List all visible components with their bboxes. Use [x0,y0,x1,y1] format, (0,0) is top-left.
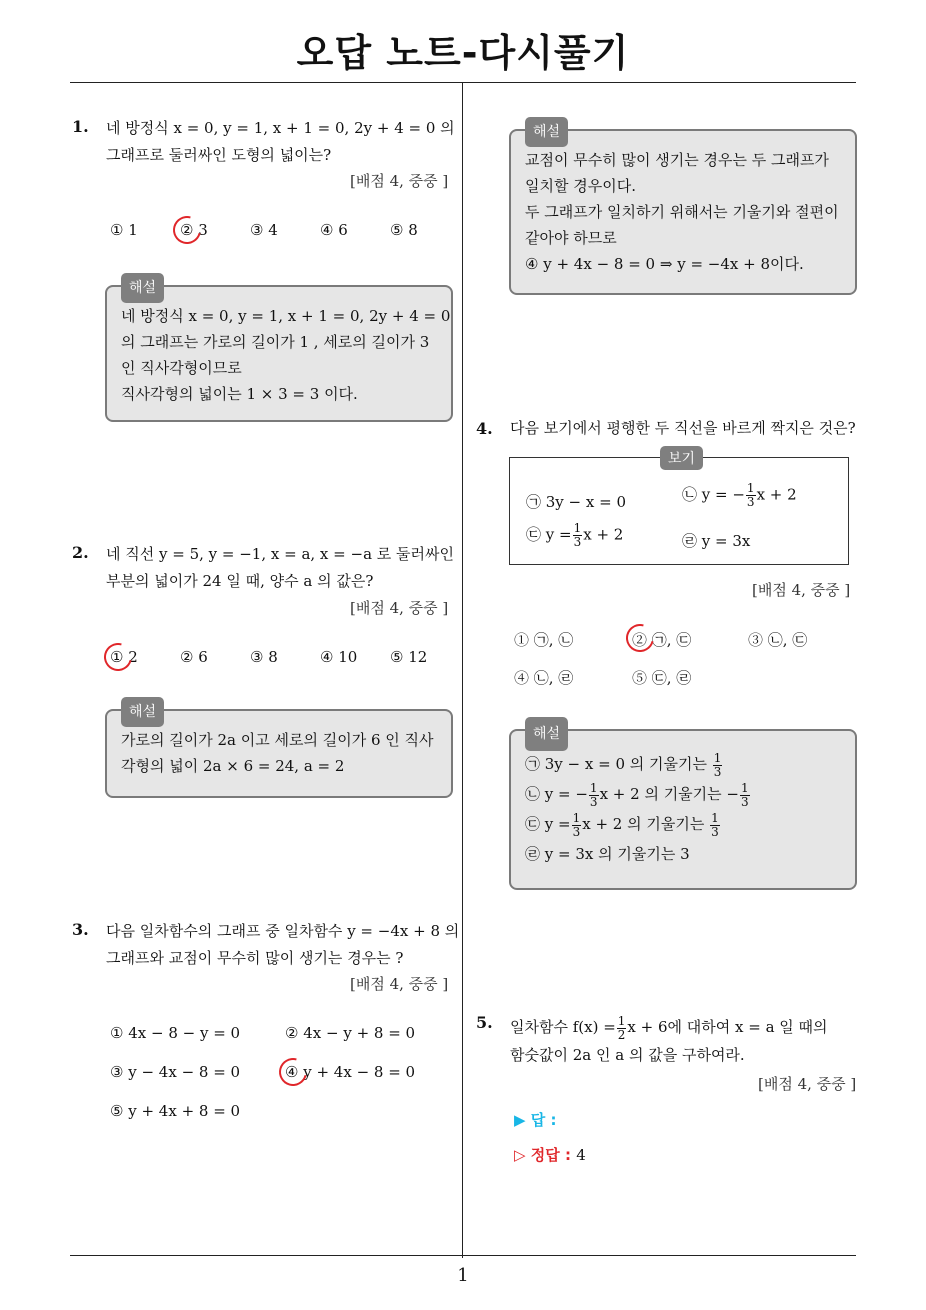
frac-num: 1 [746,481,755,495]
frac-num: 1 [741,780,749,795]
q5-text-pre: 일차함수 f(x) = [510,1018,616,1036]
bogi-c-post: x + 2 [583,525,624,544]
q2-choice-2[interactable]: ② 6 [180,648,208,666]
page-title: 오답 노트-다시풀기 [296,31,630,75]
q4-explanation-box [509,726,857,890]
q2-exp-line: 각형의 넓이 2a × 6 = 24, a = 2 [121,757,345,775]
q1-text-line: 그래프로 둘러싸인 도형의 넓이는? [106,146,332,164]
q3-text-line: 다음 일차함수의 그래프 중 일차함수 y = −4x + 8 의 [106,922,460,940]
exp-text: x + 2 의 기울기는 − [599,785,739,803]
q4-explanation-tag: 해설 [525,717,568,751]
top-rule [70,82,856,83]
q1-exp-line: 네 방정식 x = 0, y = 1, x + 1 = 0, 2y + 4 = 0 [121,307,451,325]
q2-choice-5[interactable]: ⑤ 12 [390,648,428,666]
q2-text-line: 부분의 넓이가 24 일 때, 양수 a 의 값은? [106,572,374,590]
q1-choice-5[interactable]: ⑤ 8 [390,221,418,239]
frac-den: 3 [572,824,581,839]
q1-text [106,115,455,169]
exp-text: ㉢ y = [525,815,571,833]
q3-exp-line: 두 그래프가 일치하기 위해서는 기울기와 절편이 [525,203,839,221]
q1-text-line: 네 방정식 x = 0, y = 1, x + 1 = 0, 2y + 4 = 0 의 [106,119,455,137]
q3-explanation-tag: 해설 [525,117,568,147]
frac-num: 1 [617,1013,626,1028]
q4-choice-5[interactable]: ⑤ ㉢, ㉣ [632,669,692,687]
bogi-item-a: ㉠ 3y − x = 0 [526,493,626,511]
bogi-item-d: ㉣ y = 3x [682,532,751,550]
fraction [710,812,720,839]
q1-score: [배점 4, 중중 ] [350,172,449,190]
q2-exp-line: 가로의 길이가 2a 이고 세로의 길이가 6 인 직사 [121,731,434,749]
q2-choice-1[interactable]: ① 2 [110,648,138,666]
q3-explanation-box [509,124,857,295]
frac-num: 1 [572,810,581,825]
q5-number: 5. [476,1013,493,1032]
q2-explanation-tag: 해설 [121,697,164,727]
q2-text-line: 네 직선 y = 5, y = −1, x = a, x = −a 로 둘러싸인 [106,545,454,563]
q4-number: 4. [476,419,493,438]
frac-den: 3 [741,794,749,809]
q3-exp-line: 일치할 경우이다. [525,177,636,195]
q3-number: 3. [72,920,89,939]
bottom-rule [70,1255,856,1256]
q2-score: [배점 4, 중중 ] [350,599,449,617]
correct-answer-value: 4 [576,1146,586,1164]
fraction [617,1015,627,1042]
q2-marked-circle [99,638,137,676]
q2-text [106,541,454,595]
q4-choice-2[interactable]: ② ㉠, ㉢ [632,631,692,649]
q1-exp-line: 의 그래프는 가로의 길이가 1 , 세로의 길이가 3 [121,333,430,351]
q2-number: 2. [72,543,89,562]
exp-text: ㉠ 3y − x = 0 의 기울기는 [525,755,707,773]
q5-text-post: x + 6에 대하여 x = a 일 때의 [627,1018,828,1036]
fraction [746,482,756,509]
q4-exp-line [525,749,841,779]
q4-text-line: 다음 보기에서 평행한 두 직선을 바르게 짝지은 것은? [510,419,856,437]
q1-marked-circle [168,211,206,249]
q4-choice-3[interactable]: ③ ㉡, ㉢ [748,631,808,649]
q1-explanation-box [105,280,453,422]
frac-den: 3 [573,535,582,549]
q4-exp-line [525,809,841,839]
exp-text: x + 2 의 기울기는 [582,815,705,833]
q3-choice-4[interactable]: ④ y + 4x − 8 = 0 [285,1063,416,1081]
q1-choice-4[interactable]: ④ 6 [320,221,348,239]
correct-answer-label: ▷ 정답 : [514,1146,571,1164]
frac-den: 3 [711,824,719,839]
q3-choice-3[interactable]: ③ y − 4x − 8 = 0 [110,1063,241,1081]
frac-num: 1 [713,750,722,765]
q4-bogi-box [509,451,849,565]
bogi-b-pre: ㉡ y = − [682,485,745,504]
q3-exp-line: 교점이 무수히 많이 생기는 경우는 두 그래프가 [525,151,829,169]
q3-exp-line: 같아야 하므로 [525,229,617,247]
answer-input-label[interactable]: ▶ 답 : [514,1111,557,1129]
frac-num: 1 [711,810,719,825]
fraction [573,522,583,549]
fraction [740,782,750,809]
q1-number: 1. [72,117,89,136]
q5-text [510,1014,828,1069]
q4-exp-line: ㉣ y = 3x 의 기울기는 3 [525,845,690,863]
q5-score: [배점 4, 중중 ] [758,1075,857,1093]
q3-text [106,918,459,972]
q3-choice-5[interactable]: ⑤ y + 4x + 8 = 0 [110,1102,241,1120]
q4-exp-line [525,779,841,809]
frac-den: 2 [617,1027,626,1042]
column-divider [462,83,463,1258]
exp-text: ㉡ y = − [525,785,588,803]
q3-exp-line: ④ y + 4x − 8 = 0 ⇒ y = −4x + 8이다. [525,255,804,273]
q5-text-line: 함숫값이 2a 인 a 의 값을 구하여라. [510,1045,745,1064]
frac-den: 3 [746,495,755,509]
bogi-item-b [682,482,797,509]
frac-den: 3 [713,764,722,779]
correct-answer [514,1144,586,1165]
q4-score: [배점 4, 중중 ] [752,581,851,599]
q2-choice-3[interactable]: ③ 8 [250,648,278,666]
q3-choice-1[interactable]: ① 4x − 8 − y = 0 [110,1024,241,1042]
fraction [589,782,599,809]
q4-text [510,415,856,442]
q1-exp-line: 인 직사각형이므로 [121,359,242,377]
fraction [713,752,723,779]
q1-choice-2[interactable]: ② 3 [180,221,208,239]
q1-choice-1[interactable]: ① 1 [110,221,138,239]
q4-bogi-tag: 보기 [660,446,703,470]
bogi-item-c [526,522,623,549]
frac-num: 1 [589,780,598,795]
q3-text-line: 그래프와 교점이 무수히 많이 생기는 경우는 ? [106,949,404,967]
fraction [572,812,582,839]
bogi-c-pre: ㉢ y = [526,525,572,544]
q3-score: [배점 4, 중중 ] [350,975,449,993]
bogi-b-post: x + 2 [756,485,797,504]
q1-explanation-tag: 해설 [121,273,164,303]
q2-explanation-box [105,704,453,798]
q4-choice-4[interactable]: ④ ㉡, ㉣ [514,669,574,687]
q4-marked-circle [621,619,659,657]
q5-text-line [510,1014,828,1042]
q3-marked-circle [274,1053,312,1091]
q1-choice-3[interactable]: ③ 4 [250,221,278,239]
page-number: 1 [457,1265,469,1286]
frac-num: 1 [573,521,582,535]
q3-choice-2[interactable]: ② 4x − y + 8 = 0 [285,1024,416,1042]
frac-den: 3 [589,794,598,809]
q4-choice-1[interactable]: ① ㉠, ㉡ [514,631,574,649]
q1-exp-line: 직사각형의 넓이는 1 × 3 = 3 이다. [121,385,358,403]
q2-choice-4[interactable]: ④ 10 [320,648,358,666]
